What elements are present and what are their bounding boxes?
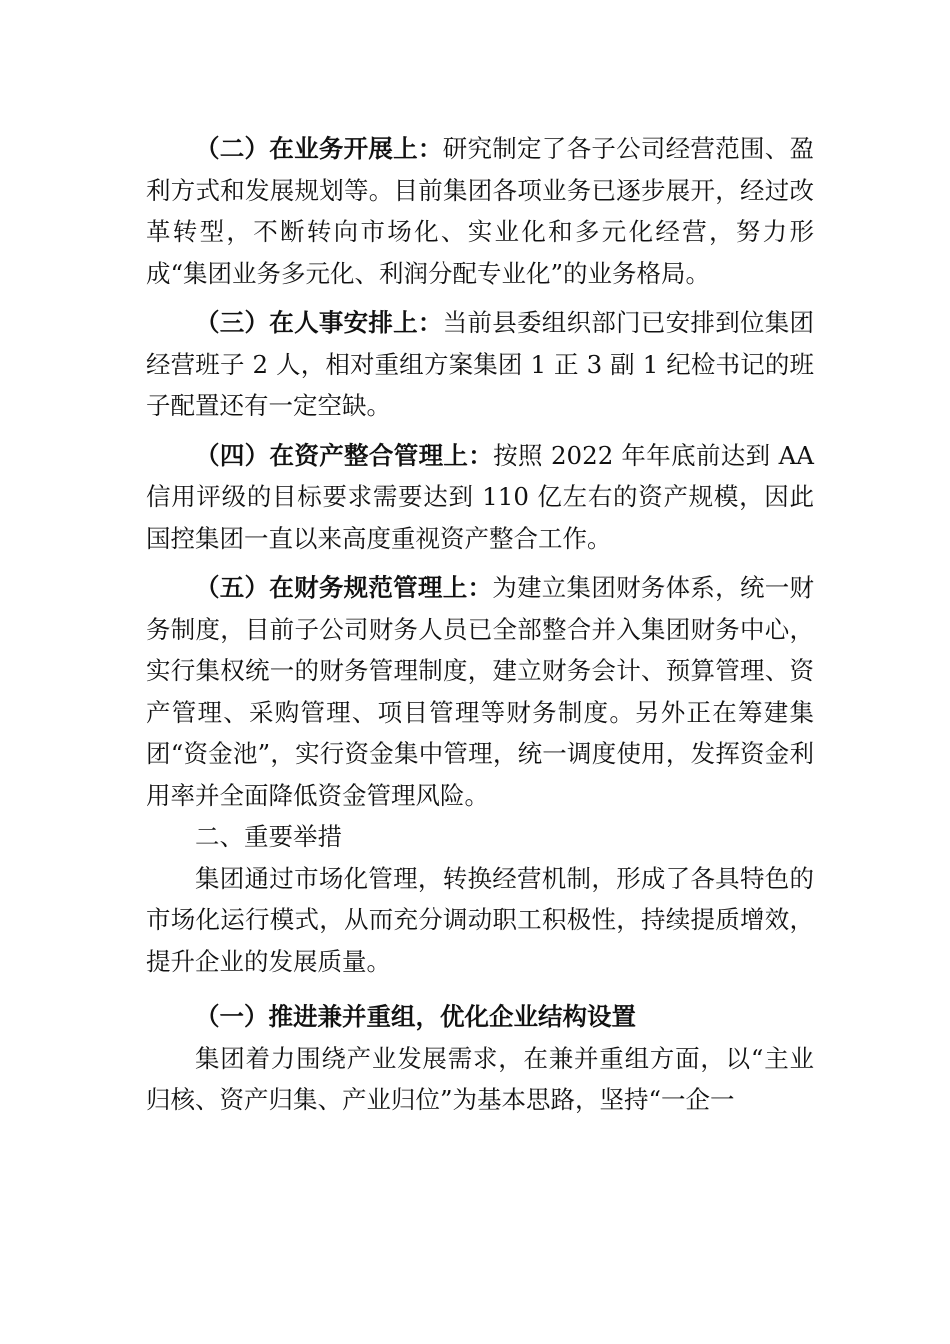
paragraph-lead: （四）在资产整合管理上： — [195, 440, 494, 470]
subsection-body: 集团着力围绕产业发展需求，在兼并重组方面，以“主业归核、资产归集、产业归位”为基本思路，坚持“一企一 — [146, 1043, 814, 1114]
paragraph-assets — [146, 435, 814, 560]
paragraph-lead: （三）在人事安排上： — [195, 308, 443, 337]
paragraph-lead: （二）在业务开展上： — [195, 134, 443, 163]
paragraph-body: 按照 2022 年年底前达到 AA 信用评级的目标要求需要达到 110 亿左右的资产规模，因此国控集团一直以来高度重视资产整合工作。 — [146, 440, 814, 553]
paragraph-body: 研究制定了各子公司经营范围、盈利方式和发展规划等。目前集团各项业务已逐步展开，经过改革转型，不断转向市场化、实业化和多元化经营，努力形成“集团业务多元化、利润分配专业化”的业务格局。 — [146, 134, 815, 288]
section-intro: 集团通过市场化管理，转换经营机制，形成了各具特色的市场化运行模式，从而充分调动职工积极性，持续提质增效，提升企业的发展质量。 — [146, 863, 814, 976]
section-heading: 二、重要举措 — [195, 822, 342, 851]
paragraph-personnel — [146, 302, 814, 427]
paragraph-business — [146, 128, 814, 294]
paragraph-body: 为建立集团财务体系，统一财务制度，目前子公司财务人员已全部整合并入集团财务中心，实行集权统一的财务管理制度，建立财务会计、预算管理、资产管理、采购管理、项目管理等财务制度。另外正在筹建集团“资金池”，实行资金集中管理，统一调度使用，发挥资金利用率并全面降低资金管理风险。 — [146, 573, 814, 810]
subsection-heading: （一）推进兼并重组，优化企业结构设置 — [195, 1002, 636, 1031]
paragraph-body: 当前县委组织部门已安排到位集团经营班子 2 人，相对重组方案集团 1 正 3 副 1 纪检书记的班子配置还有一定空缺。 — [146, 308, 815, 420]
document-page — [146, 128, 814, 1121]
paragraph-lead: （五）在财务规范管理上： — [195, 573, 493, 602]
paragraph-finance — [146, 567, 814, 816]
